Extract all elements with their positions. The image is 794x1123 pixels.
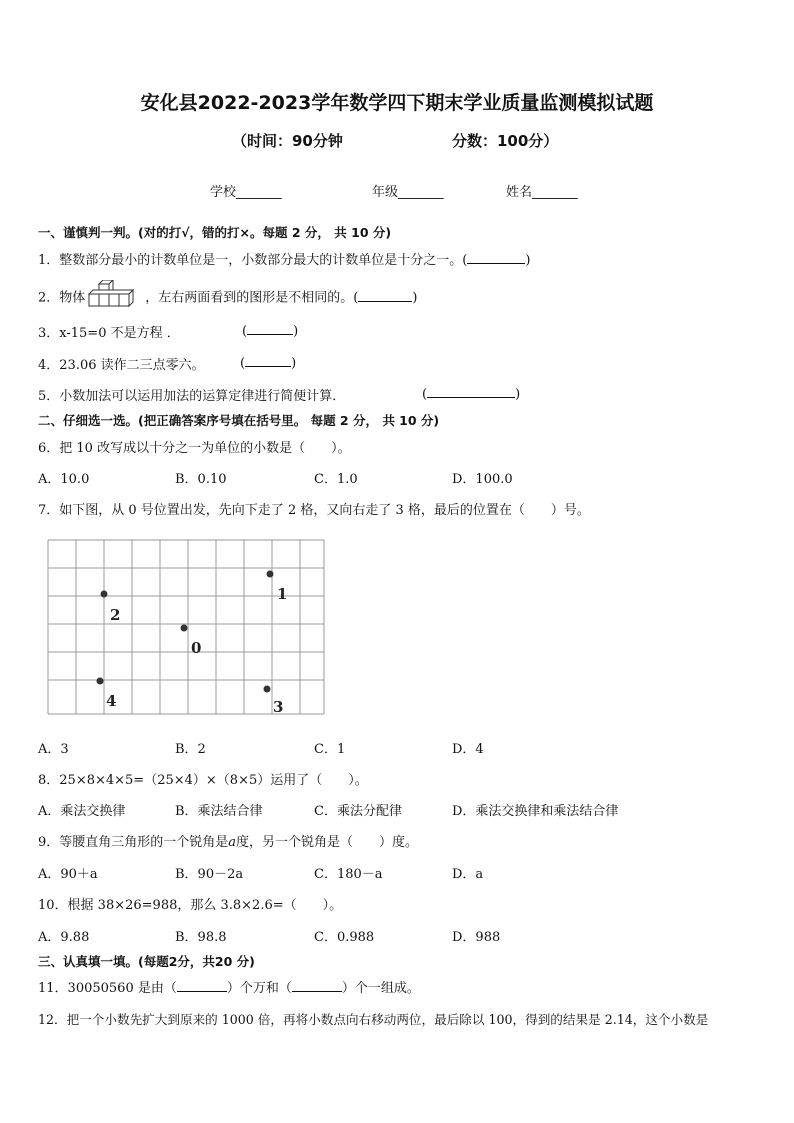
answer-blank xyxy=(467,251,525,264)
q9-option-d: D．a xyxy=(452,867,484,882)
q9-option-a: A．90＋a xyxy=(38,867,98,882)
q7-option-d: D．4 xyxy=(452,742,484,757)
q6-option-b: B．0.10 xyxy=(175,472,227,487)
question-1-close: ) xyxy=(525,253,531,268)
question-11-pre: 11．30050560 是由（ xyxy=(38,981,177,996)
label-3: 3 xyxy=(273,698,284,716)
question-2 xyxy=(38,280,417,316)
answer-blank xyxy=(245,354,291,367)
question-9 xyxy=(38,831,418,850)
q10-option-b: B．98.8 xyxy=(175,930,227,945)
answer-blank xyxy=(177,979,227,992)
variable-a: a xyxy=(228,835,237,850)
question-4-text: 4．23.06 读作二三点零六。 xyxy=(38,358,205,373)
question-5-text: 5．小数加法可以运用加法的运算定律进行简便计算． xyxy=(38,389,346,404)
question-10: 10．根据 38×26=988，那么 3.8×2.6=（ ）。 xyxy=(38,898,343,913)
q8-option-c: C．乘法分配律 xyxy=(314,804,402,819)
question-8: 8．25×8×4×5=（25×4）×（8×5）运用了（ ）。 xyxy=(38,773,368,788)
school-field: 学校_______ xyxy=(210,185,282,200)
question-2-pre: 2．物体 xyxy=(38,290,86,306)
question-11-post: ）个一组成。 xyxy=(341,981,420,996)
paren-close: ) xyxy=(293,324,299,339)
label-0: 0 xyxy=(191,639,202,657)
q9-option-b: B．90－2a xyxy=(175,867,244,882)
label-4: 4 xyxy=(106,692,117,710)
question-5 xyxy=(38,385,521,404)
label-2: 2 xyxy=(110,606,121,624)
point-3 xyxy=(264,686,271,693)
paren-open: ( xyxy=(242,324,248,339)
paren-close: ) xyxy=(515,387,521,402)
answer-blank xyxy=(358,289,412,302)
paren-close: ) xyxy=(291,356,297,371)
section-1-heading: 一、谨慎判一判。(对的打√，错的打×。每题 2 分， 共 10 分) xyxy=(38,225,392,240)
q7-option-c: C．1 xyxy=(314,742,346,757)
exam-score: 分数：100分） xyxy=(452,132,559,150)
answer-blank xyxy=(247,322,293,335)
question-1-text: 1．整数部分最小的计数单位是一，小数部分最大的计数单位是十分之一。( xyxy=(38,253,468,268)
point-1 xyxy=(267,571,274,578)
question-11-mid: ）个万和（ xyxy=(226,981,292,996)
question-6: 6．把 10 改写成以十分之一为单位的小数是（ ）。 xyxy=(38,441,351,456)
q10-option-a: A．9.88 xyxy=(38,930,90,945)
name-field: 姓名_______ xyxy=(506,185,578,200)
paren-open: ( xyxy=(240,356,246,371)
grade-field: 年级_______ xyxy=(372,185,444,200)
position-grid-figure xyxy=(44,536,328,720)
answer-blank xyxy=(292,979,342,992)
point-4 xyxy=(97,678,104,685)
q6-option-c: C．1.0 xyxy=(314,472,358,487)
section-2-heading: 二、仔细选一选。(把正确答案序号填在括号里。 每题 2 分， 共 10 分) xyxy=(38,413,440,428)
q8-option-a: A．乘法交换律 xyxy=(38,804,126,819)
q6-option-d: D．100.0 xyxy=(452,472,513,487)
question-7: 7．如下图，从 0 号位置出发，先向下走了 2 格，又向右走了 3 格，最后的位置在（ ）号。 xyxy=(38,503,590,518)
question-9-pre: 9．等腰直角三角形的一个锐角是 xyxy=(38,835,229,850)
question-11 xyxy=(38,977,420,996)
q7-option-b: B．2 xyxy=(175,742,206,757)
question-3-text: 3．x-15=0 不是方程 ． xyxy=(38,326,180,341)
label-1: 1 xyxy=(277,585,288,603)
q8-option-d: D．乘法交换律和乘法结合律 xyxy=(452,804,619,819)
q6-option-a: A．10.0 xyxy=(38,472,90,487)
question-3 xyxy=(38,322,299,341)
page-title: 安化县2022-2023学年数学四下期末学业质量监测模拟试题 xyxy=(140,92,654,114)
point-2 xyxy=(101,591,108,598)
point-0 xyxy=(181,625,188,632)
exam-time: （时间：90分钟 xyxy=(232,132,343,150)
question-2-close: ) xyxy=(412,290,418,306)
q9-option-c: C．180－a xyxy=(314,867,383,882)
q7-option-a: A．3 xyxy=(38,742,69,757)
question-2-text: ，左右两面看到的图形是不相同的。( xyxy=(145,290,359,306)
answer-blank xyxy=(427,385,515,398)
question-4 xyxy=(38,354,297,373)
q10-option-d: D．988 xyxy=(452,930,501,945)
q10-option-c: C．0.988 xyxy=(314,930,375,945)
paren-open: ( xyxy=(422,387,428,402)
question-1 xyxy=(38,249,530,268)
question-9-post: 度，另一个锐角是（ ）度。 xyxy=(236,835,419,850)
cube-object-figure xyxy=(87,280,143,316)
question-12: 12．把一个小数先扩大到原来的 1000 倍，再将小数点向右移动两位，最后除以 100，得到的结果是 2.14，这个小数是 xyxy=(38,1012,709,1027)
section-3-heading: 三、认真填一填。(每题2分，共20 分) xyxy=(38,954,255,969)
q8-option-b: B．乘法结合律 xyxy=(175,804,263,819)
